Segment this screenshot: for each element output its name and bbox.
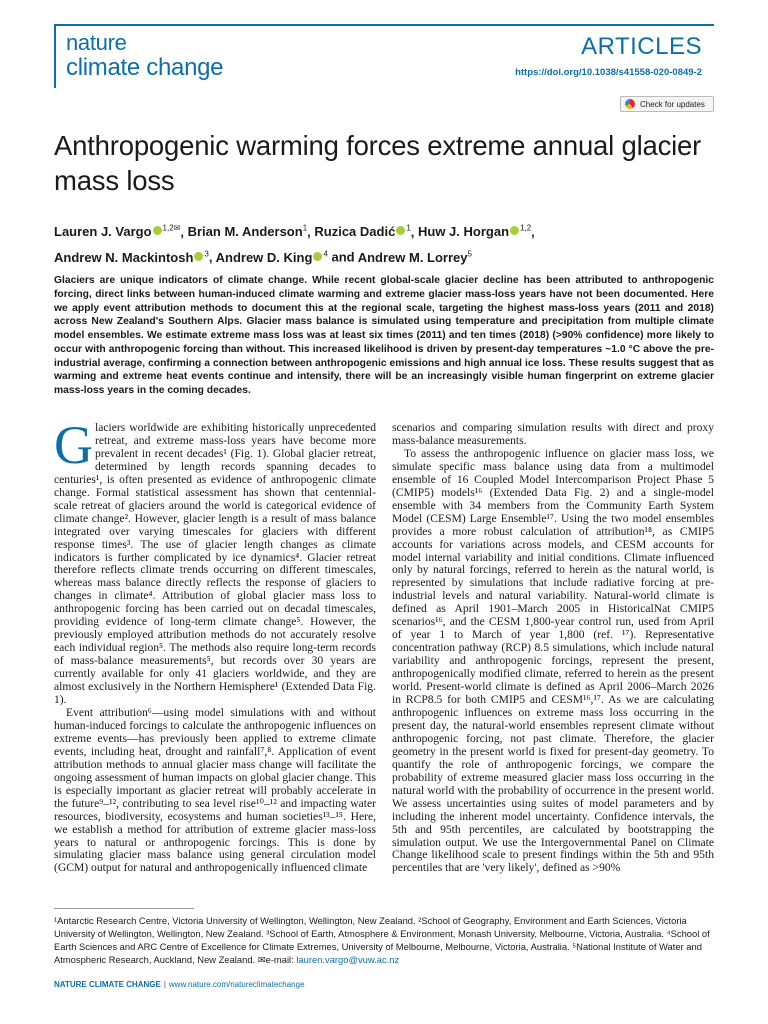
check-updates-button[interactable] [620,96,714,112]
author-separator: , [531,224,535,240]
affiliations [54,914,714,966]
author-name: Andrew N. Mackintosh [54,249,194,265]
header-rule [54,24,714,26]
drop-cap: G [54,415,93,475]
body-paragraph: scenarios and comparing simulation results with direct and proxy mass-balance measurements. [392,421,714,447]
orcid-icon[interactable] [194,252,203,261]
author-affiliation-marker: 1,2✉ [162,224,181,233]
footnote-rule [54,908,194,909]
author-name: Ruzica Dadić [314,224,396,240]
author-separator: , [180,224,188,240]
header-rule-corner [54,24,56,88]
body-column-right [392,422,714,875]
body-column-left [54,415,376,875]
journal-logo-line2: climate change [66,54,224,81]
author-affiliation-marker: 5 [467,249,472,259]
footer-url[interactable]: www.nature.com/natureclimatechange [168,980,305,989]
author-name: Andrew M. Lorrey [357,249,468,265]
author[interactable] [188,224,308,239]
author-separator: , [410,224,418,240]
orcid-icon[interactable] [396,226,405,235]
author-affiliation-marker: 4 [323,249,328,259]
email-link[interactable]: lauren.vargo@vuw.ac.nz [296,954,400,965]
orcid-icon[interactable] [153,226,162,235]
author-name: Lauren J. Vargo [54,224,152,240]
body-text: laciers worldwide are exhibiting historically unprecedented retreat, and extreme mass-loss years have become more prevalent in recent decades¹ (Fig. 1). Global glacier retreat, determined by length records spanning decades to centuries¹, is often presented as evidence of anthropogenic climate change. Formal statistical assessment has shown that centennial-scale retreat of glaciers around the world is categorical evidence of climate change². However, glacier length is a result of mass balance integrated over varying timescales for glaciers with different response times³. The use of glacier length changes as climate indicators is further complicated by ice dynamics⁴. Glacier retreat therefore reflects climate trends occurring on different timescales, whereas mass balance directly reflects the response of glaciers to changes in climate⁴. Attribution of global glacier mass loss to anthropogenic forcing has been carried out on decadal timescales, providing evidence of long-term climate change⁵. However, the previously employed attribution methods do not accurately resolve each individual region⁵. The methods also require long-term records of mass-balance measurements⁵, but records over 30 years are currently available for only 41 glaciers worldwide, and they are almost exclusively in the Northern Hemisphere¹ (Extended Data Fig. 1). [54,421,376,707]
body-paragraph [54,415,376,707]
doi-link[interactable]: https://doi.org/10.1038/s41558-020-0849-2 [515,67,702,78]
author-affiliation-marker: 1 [406,224,411,233]
author[interactable] [358,250,472,265]
author[interactable] [216,250,328,265]
abstract: Glaciers are unique indicators of climate change. While recent global-scale glacier decline has been attributed to anthropogenic forcing, direct links between human-induced climate warming and extreme glacier mass-loss years have not been documented. Here we apply event attribution methods to document this at the regional scale, targeting the highest mass-loss years (2011 and 2018) across New Zealand's Southern Alps. Glacier mass balance is simulated using temperature and precipitation from multiple climate model ensembles. We estimate extreme mass loss was at least six times (2011) and ten times (2018) (>90% confidence) more likely to occur with anthropogenic forcing than without. This increased likelihood is driven by present-day temperatures ~1.0 °C above the pre-industrial average, confirming a connection between anthropogenic emissions and high annual ice loss. These results suggest that as warming and extreme heat events continue and intensify, there will be an increasingly visible human fingerprint on extreme glacier mass-loss years in the coming decades. [54,275,714,396]
author[interactable] [418,224,531,239]
section-label: ARTICLES [581,33,702,60]
author-affiliation-marker: 1,2 [520,224,532,233]
author-affiliation-marker: 3 [204,249,209,259]
author[interactable] [314,224,410,239]
author-separator: , [307,224,315,240]
crossmark-icon [625,99,635,109]
author[interactable] [54,224,180,239]
affiliations-text: ¹Antarctic Research Centre, Victoria University of Wellington, Wellington, New Zealand. ²School of Geography, Environment and Earth Sciences, Victoria University of Wellington, Wellington, New Zealand. ³School of Earth, Atmosphere & Environment, Monash University, Melbourne, Victoria, Australia. ⁴School of Earth Sciences and ARC Centre of Excellence for Climate Extremes, University of Melbourne, Melbourne, Victoria, Australia. ⁵National Institute of Water and Atmospheric Research, Auckland, New Zealand. ✉e-mail: [54,915,710,965]
footer-journal: NATURE CLIMATE CHANGE [54,980,161,989]
footer-separator: | [163,980,166,989]
orcid-icon[interactable] [510,226,519,235]
article-title: Anthropogenic warming forces extreme annual glacier mass loss [54,130,702,197]
page-footer [54,980,305,989]
author-list [54,218,714,269]
body-paragraph: To assess the anthropogenic influence on glacier mass loss, we simulate specific mass balance using data from a multimodel ensemble of 16 Coupled Model Intercomparison Project Phase 5 (CMIP5) models¹⁶ (Extended Data Fig. 2) and a single-model ensemble with 34 members from the Community Earth System Model (CESM) Large Ensemble¹⁷. Using the two model ensembles provides a more robust calculation of attribution¹⁸, as CMIP5 accounts for variations across models, and CESM accounts for model internal variability and initial conditions. Climate influenced only by natural forcings, referred to herein as the natural world, is represented by simulations that include radiative forcing at pre-industrial levels and natural variability. Natural-world climate is defined as April 1901–March 2005 in HistoricalNat CMIP5 scenarios¹⁶, and the CESM 1,800-year control run, used from April of year 1 to March of year 1,800 (ref. ¹⁷). Representative concentration pathway (RCP) 8.5 simulations, which include natural variability and anthropogenic forcings, represent the present, anthropogenically modified climate, referred to herein as the present world. Present-world climate is defined as April 2006–March 2026 in RCP8.5 for both CMIP5 and CESM¹⁶,¹⁷. As we are calculating anthropogenic influences on extreme mass loss occurring in the present day, the natural-world ensembles represent climate without anthropogenic forcing, not past climate. Therefore, the glacier geometry in the present world is fixed for present-day geometry. To quantify the role of anthropogenic forcings, we compare the probability of extreme measured glacier mass loss occurring in the natural world with the probability of occurrence in the present world. We assess uncertainties using suites of model parameters and by including the inherent model uncertainty. Confidence intervals, the 5th and 95th percentiles, are calculated by bootstrapping the simulation output. We use the Intergovernmental Panel on Climate Change likelihood scale to present findings within the 5th and 95th percentiles that are 'very likely', defined as >90% [392,446,714,875]
check-updates-label: Check for updates [640,99,705,109]
author-name: Brian M. Anderson [187,224,303,240]
author-separator: and [327,249,358,265]
journal-logo [66,32,223,80]
author-affiliation-marker: 1 [302,224,308,233]
body-paragraph: Event attribution⁶—using model simulations with and without human-induced forcings to calculate the anthropogenic influences on extreme events—has previously been applied to extreme climate events, including heat, drought and rainfall⁷,⁸. Application of event attribution methods to annual glacier mass change will facilitate the ongoing assessment of human impacts on global glacier change. This is especially important as glacier retreat will probably accelerate in the future⁹–¹², contributing to sea level rise¹⁰–¹² and impacting water resources, biodiversity, ecosystems and human societies¹³–¹⁵. Here, we establish a method for attribution of extreme glacier mass-loss years to natural or anthropogenic forcings. This is done by simulating glacier mass balance using general circulation model (GCM) output for natural and anthropogenically influenced climate [54,705,376,875]
author-name: Andrew D. King [215,249,313,265]
author-separator: , [208,249,216,265]
author-name: Huw J. Horgan [418,224,510,240]
orcid-icon[interactable] [313,252,322,261]
author[interactable] [54,250,209,265]
journal-logo-line1: nature [66,30,127,55]
